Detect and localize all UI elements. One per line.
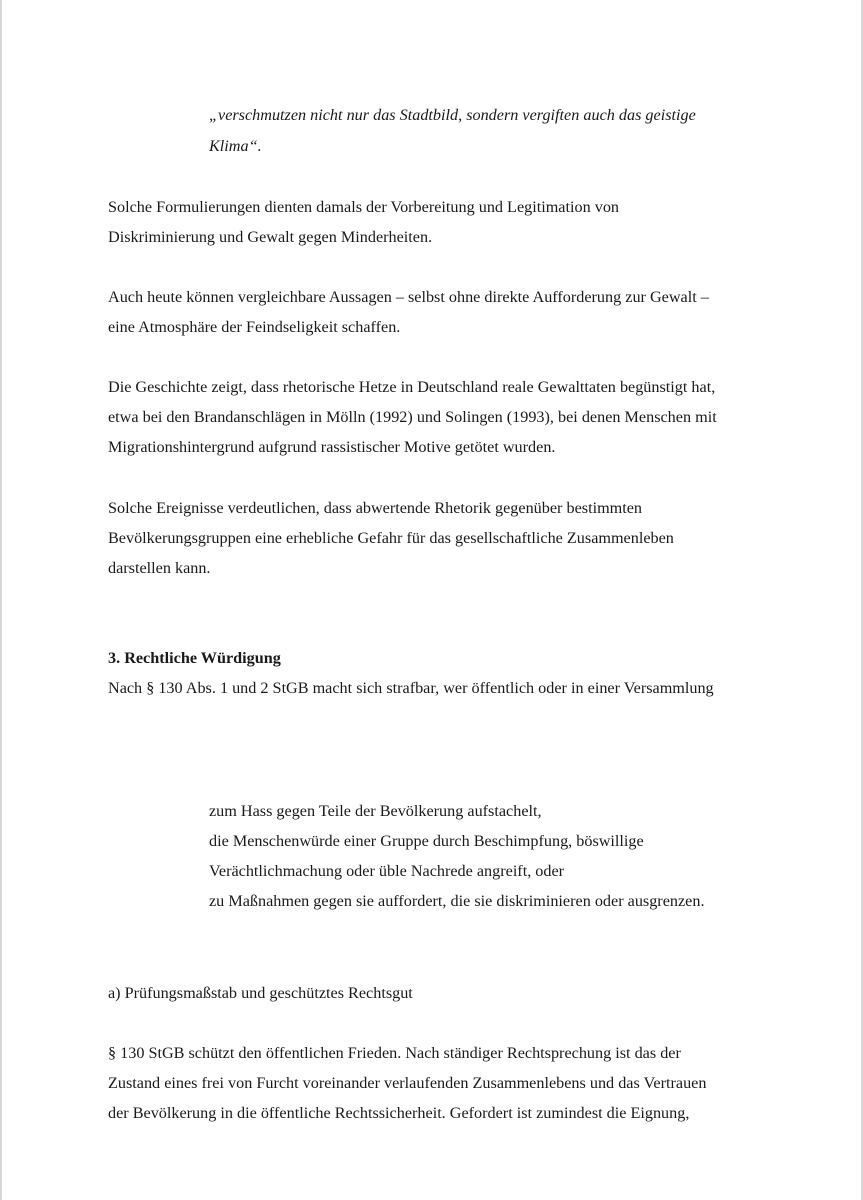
paragraph-line: Solche Formulierungen dienten damals der Vorbereitung und Legitimation von [108, 198, 620, 216]
paragraph-line: darstellen kann. [108, 559, 211, 577]
paragraph-line: Migrationshintergrund aufgrund rassistischer Motive getötet wurden. [108, 438, 556, 456]
paragraph-line: § 130 StGB schützt den öffentlichen Frieden. Nach ständiger Rechtsprechung ist das der [108, 1044, 681, 1062]
paragraph-line: etwa bei den Brandanschlägen in Mölln (1992) und Solingen (1993), bei denen Menschen mit [108, 408, 717, 426]
list-item: zum Hass gegen Teile der Bevölkerung aufstachelt, [209, 802, 542, 820]
paragraph-line: der Bevölkerung in die öffentliche Rechtssicherheit. Gefordert ist zumindest die Eignung, [108, 1104, 690, 1122]
quote-line: „verschmutzen nicht nur das Stadtbild, sondern vergiften auch das geistige [209, 106, 696, 124]
section-intro: Nach § 130 Abs. 1 und 2 StGB macht sich strafbar, wer öffentlich oder in einer Versammlung [108, 679, 714, 697]
subsection-title: a) Prüfungsmaßstab und geschütztes Rechtsgut [108, 984, 413, 1002]
section-heading: 3. Rechtliche Würdigung [108, 649, 281, 667]
paragraph-line: Bevölkerungsgruppen eine erhebliche Gefahr für das gesellschaftliche Zusammenleben [108, 529, 674, 547]
list-item: zu Maßnahmen gegen sie auffordert, die sie diskriminieren oder ausgrenzen. [209, 892, 705, 910]
paragraph-line: Solche Ereignisse verdeutlichen, dass abwertende Rhetorik gegenüber bestimmten [108, 499, 643, 517]
quote-line: Klima“. [209, 137, 262, 155]
paragraph-line: Die Geschichte zeigt, dass rhetorische Hetze in Deutschland reale Gewalttaten begünstigt hat, [108, 378, 716, 396]
paragraph-line: Diskriminierung und Gewalt gegen Minderheiten. [108, 228, 433, 246]
paragraph-line: eine Atmosphäre der Feindseligkeit schaffen. [108, 318, 401, 336]
list-item: die Menschenwürde einer Gruppe durch Beschimpfung, böswillige [209, 832, 644, 850]
paragraph-line: Auch heute können vergleichbare Aussagen – selbst ohne direkte Aufforderung zur Gewalt – [108, 288, 709, 306]
paragraph-line: Zustand eines frei von Furcht voreinander verlaufenden Zusammenlebens und das Vertrauen [108, 1074, 707, 1092]
list-item: Verächtlichmachung oder üble Nachrede angreift, oder [209, 862, 565, 880]
